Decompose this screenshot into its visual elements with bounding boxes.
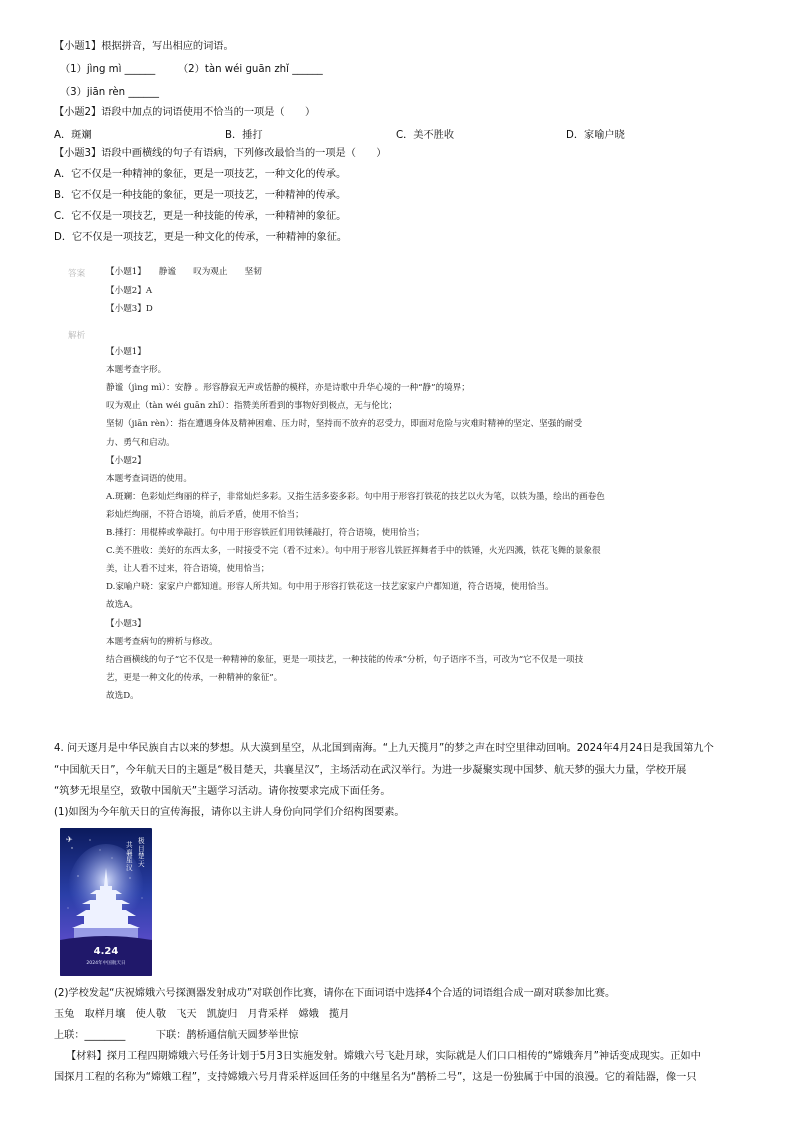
q4-para-line-1: 4. 问天逐月是中华民族自古以来的梦想。从大漠到星空，从北国到南海。“上九天揽月”的梦之声在时空里律动回响。2024年4月24日是我国第九个 (54, 743, 714, 754)
analysis-line: A.斑斓：色彩灿烂绚丽的样子，非常灿烂多彩。又指生活多姿多彩。句中用于形容打铁花的技艺以火为笔，以铁为墨，绘出的画卷色 (106, 491, 605, 502)
q2-prompt: 【小题2】语段中加点的词语使用不恰当的一项是（ ） (54, 107, 316, 118)
q2-option-c: C．美不胜收 (396, 130, 455, 141)
analysis-line: B.捶打：用棍棒或拳敲打。句中用于形容铁匠们用铁锤敲打，符合语境，使用恰当； (106, 528, 425, 538)
material-line-2: 国探月工程的名称为“嫦娥工程”，支持嫦娥六号月背采样返回任务的中继星名为“鹊桥二号”，这是一份独属于中国的浪漫。它的着陆器，像一只 (54, 1072, 697, 1083)
analysis-line: 结合画横线的句子“它不仅是一种精神的象征，更是一项技艺，一种技能的传承”分析，句子语序不当，可改为“它不仅是一项技 (106, 654, 584, 665)
q1-item-3: （3）jiān rèn ______ (60, 87, 159, 98)
q3-option-b: B．它不仅是一种技能的象征，更是一项技艺，一种精神的传承。 (54, 190, 347, 201)
analysis-line: 【小题3】 (106, 618, 146, 629)
analysis-tag: 解析 (68, 331, 86, 341)
poster-caption: 2024年中国航天日 (86, 961, 126, 966)
answer-line-3: 【小题3】D (106, 304, 153, 314)
analysis-line: 叹为观止（tàn wéi guān zhǐ）：指赞美所看到的事物好到极点，无与伦比； (106, 401, 398, 412)
q1-item-2: （2）tàn wéi guān zhǐ ______ (178, 64, 323, 75)
analysis-line: D.家喻户晓：家家户户都知道。形容人所共知。句中用于形容打铁花这一技艺家家户户都知道，符合语境，使用恰当。 (106, 582, 554, 593)
q1-prompt: 【小题1】根据拼音，写出相应的词语。 (54, 41, 234, 52)
q2-option-a: A．斑斓 (54, 130, 92, 141)
analysis-line: 艺，更是一种文化的传承，一种精神的象征”。 (106, 672, 283, 683)
q3-option-a: A．它不仅是一种精神的象征，更是一项技艺，一种文化的传承。 (54, 169, 347, 180)
q4-task-1: (1)如图为今年航天日的宣传海报，请你以主讲人身份向同学们介绍构图要素。 (54, 807, 405, 818)
answer-line-2: 【小题2】A (106, 286, 153, 296)
word-bank: 玉兔 取样月壤 使人敬 飞天 凯旋归 月背采样 嫦娥 揽月 (54, 1009, 350, 1020)
analysis-line: 彩灿烂绚丽，不符合语境，前后矛盾，使用不恰当； (106, 509, 304, 520)
analysis-line: 故选D。 (106, 690, 139, 701)
q3-option-d: D．它不仅是一项技艺，更是一种文化的传承，一种精神的象征。 (54, 232, 348, 243)
q2-option-d: D．家喻户晓 (566, 130, 625, 141)
analysis-line: 美，让人看不过来，符合语境，使用恰当； (106, 564, 270, 575)
analysis-line: 故选A。 (106, 600, 138, 611)
analysis-line: 本题考查词语的使用。 (106, 473, 192, 484)
space-day-poster (60, 828, 152, 976)
answer-tag: 答案 (68, 269, 86, 279)
q1-item-1: （1）jìng mì ______ (60, 64, 156, 75)
analysis-line: 本题考查字形。 (106, 365, 167, 376)
poster-date: 4.24 (93, 946, 119, 957)
analysis-line: C.美不胜收：美好的东西太多，一时接受不完（看不过来）。句中用于形容儿铁匠挥舞者手中的铁锤，火光四溅，铁花飞舞的景象很 (106, 546, 601, 557)
couplet-line: 上联：________ 下联：鹊桥通信航天圆梦举世惊 (54, 1030, 299, 1041)
analysis-line: 坚韧（jiān rèn）：指在遭遇身体及精神困难、压力时，坚持而不放弃的忍受力，即面对危险与灾难时精神的坚定、坚强的耐受 (106, 419, 583, 430)
poster-vertical-text-2: 共襄星汉 (126, 841, 133, 872)
analysis-line: 【小题1】 (106, 347, 146, 357)
analysis-line: 力、勇气和启动。 (106, 437, 175, 448)
q3-option-c: C．它不仅是一项技艺，更是一种技能的传承，一种精神的象征。 (54, 211, 347, 222)
q4-para-line-2: “中国航天日”，今年航天日的主题是“极目楚天，共襄星汉”，主场活动在武汉举行。为进一步凝聚实现中国梦、航天梦的强大力量，学校开展 (54, 765, 687, 776)
analysis-line: 本题考查病句的辨析与修改。 (106, 636, 218, 647)
q4-task-2: (2)学校发起“庆祝嫦娥六号探测器发射成功”对联创作比赛，请你在下面词语中选择4个合适的词语组合成一副对联参加比赛。 (54, 988, 616, 999)
analysis-line: 静谧（jìng mì）：安静 。形容静寂无声或恬静的模样，亦是诗歌中升华心境的一种“静”的境界； (106, 383, 470, 394)
answer-line-1: 【小题1】 静谧 叹为观止 坚韧 (106, 267, 262, 277)
q3-prompt: 【小题3】语段中画横线的句子有语病，下列修改最恰当的一项是（ ） (54, 148, 387, 159)
material-line-1: 【材料】探月工程四期嫦娥六号任务计划于5月3日实施发射。嫦娥六号飞赴月球，实际就是人们口口相传的“嫦娥奔月”神话变成现实。正如中 (66, 1051, 701, 1062)
poster-logo-icon: ✈ (66, 835, 73, 844)
analysis-line: 【小题2】 (106, 455, 146, 466)
q2-option-b: B．捶打 (225, 130, 263, 141)
q4-para-line-3: “筑梦无垠星空，致敬中国航天”主题学习活动。请你按要求完成下面任务。 (54, 786, 391, 797)
poster-vertical-text-1: 极目楚天 (138, 837, 145, 868)
